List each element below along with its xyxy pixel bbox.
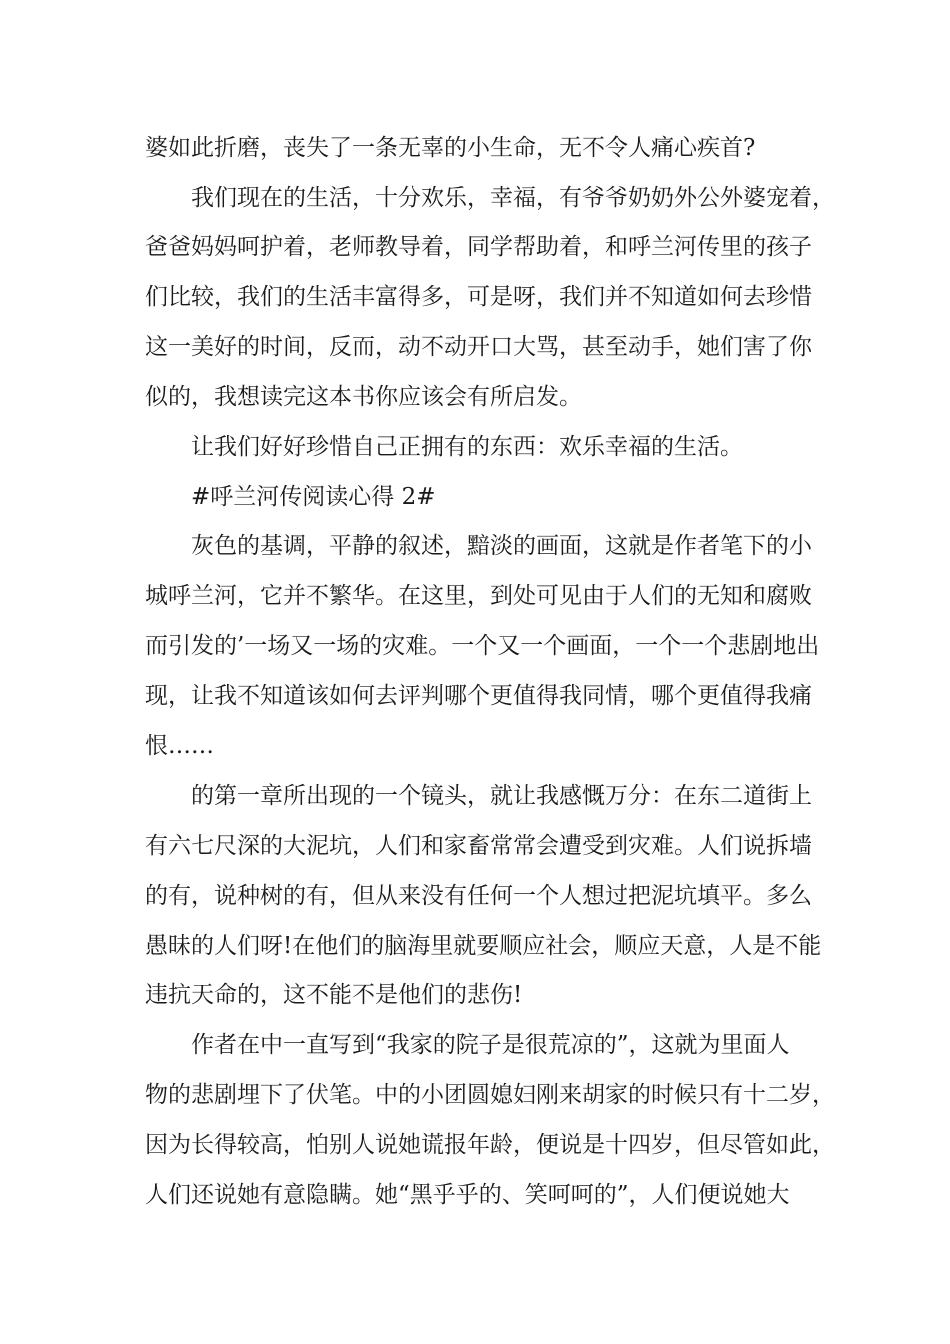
text-line: 而引发的’一场又一场的灾难。一个又一个画面，一个一个悲剧地出 (145, 633, 820, 659)
text-line: 让我们好好珍惜自己正拥有的东西：欢乐幸福的生活。 (191, 434, 743, 460)
text-line: 现，让我不知道该如何去评判哪个更值得我同情，哪个更值得我痛 (145, 683, 812, 709)
text-line: 人们还说她有意隐瞒。她“黑乎乎的、笑呵呵的”，人们便说她大 (145, 1182, 790, 1208)
text-line: 我们现在的生活，十分欢乐，幸福，有爷爷奶奶外公外婆宠着， (191, 185, 835, 211)
text-line: 的有，说种树的有，但从来没有任何一个人想过把泥坑填平。多么 (145, 883, 812, 909)
text-line: 愚昧的人们呀!在他们的脑海里就要顺应社会，顺应天意，人是不能 (145, 933, 822, 959)
text-line: 城呼兰河，它并不繁华。在这里，到处可见由于人们的无知和腐败 (145, 583, 812, 609)
text-line: 违抗天命的，这不能不是他们的悲伤! (145, 982, 523, 1008)
text-line: 因为长得较高，怕别人说她谎报年龄，便说是十四岁，但尽管如此， (145, 1132, 835, 1158)
text-line: 婆如此折磨，丧失了一条无辜的小生命，无不令人痛心疾首? (145, 135, 756, 161)
text-line: 恨…… (145, 733, 214, 759)
text-line: 作者在中一直写到“我家的院子是很荒凉的”，这就为里面人 (191, 1032, 790, 1058)
text-line: 似的，我想读完这本书你应该会有所启发。 (145, 384, 582, 410)
text-line: 有六七尺深的大泥坑，人们和家畜常常会遭受到灾难。人们说拆墙 (145, 833, 812, 859)
text-line: 的第一章所出现的一个镜头，就让我感慨万分：在东二道街上 (191, 783, 812, 809)
text-line: 这一美好的时间，反而，动不动开口大骂，甚至动手，她们害了你 (145, 334, 812, 360)
text-line: 灰色的基调，平静的叙述，黯淡的画面，这就是作者笔下的小 (191, 533, 812, 559)
text-line: 爸爸妈妈呵护着，老师教导着，同学帮助着，和呼兰河传里的孩子 (145, 234, 812, 260)
text-line: 们比较，我们的生活丰富得多，可是呀，我们并不知道如何去珍惜 (145, 284, 812, 310)
section-heading: #呼兰河传阅读心得 2# (191, 484, 436, 510)
text-line: 物的悲剧埋下了伏笔。中的小团圆媳妇刚来胡家的时候只有十二岁， (145, 1082, 835, 1108)
